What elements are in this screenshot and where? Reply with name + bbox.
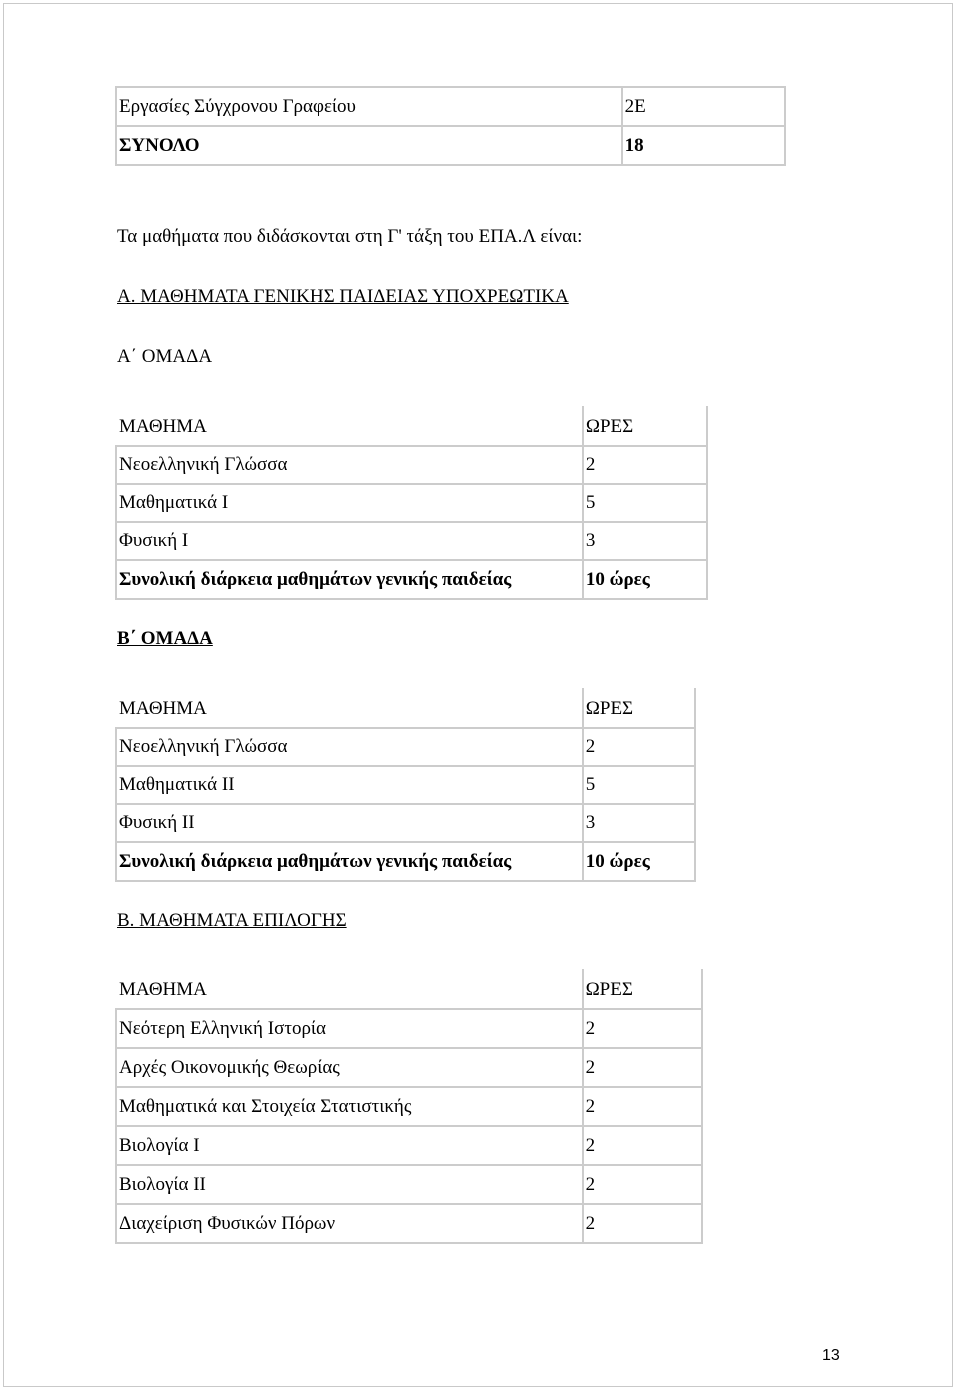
subject-cell: Μαθηματικά και Στοιχεία Στατιστικής — [116, 1087, 583, 1126]
section-b-title: Β. ΜΑΘΗΜΑΤΑ ΕΠΙΛΟΓΗΣ — [117, 910, 347, 931]
hours-cell: 5 — [583, 766, 695, 804]
hours-cell: 5 — [583, 484, 707, 522]
total-hours-cell: 10 ώρες — [583, 560, 707, 599]
subject-cell: Βιολογία ΙΙ — [116, 1165, 583, 1204]
hours-cell: 2 — [583, 1165, 702, 1204]
total-hours-cell: 18 — [622, 126, 785, 165]
table-row — [116, 1204, 702, 1243]
table-row — [116, 728, 695, 766]
hours-header: ΩΡΕΣ — [583, 407, 707, 446]
subject-header: ΜΑΘΗΜΑ — [116, 689, 583, 728]
hours-cell: 2Ε — [622, 87, 785, 126]
subject-cell: Μαθηματικά Ι — [116, 484, 583, 522]
electives-table — [115, 969, 703, 1244]
hours-cell: 2 — [583, 1126, 702, 1165]
hours-cell: 2 — [583, 446, 707, 484]
table-row — [116, 1087, 702, 1126]
group-b-table — [115, 688, 696, 882]
table-row — [116, 1165, 702, 1204]
section-a-title: Α. ΜΑΘΗΜΑΤΑ ΓΕΝΙΚΗΣ ΠΑΙΔΕΙΑΣ ΥΠΟΧΡΕΩΤΙΚΑ — [117, 286, 569, 307]
table-row — [116, 484, 707, 522]
hours-cell: 2 — [583, 1009, 702, 1048]
page-number: 13 — [822, 1347, 840, 1364]
hours-cell: 3 — [583, 522, 707, 560]
table-row — [116, 1048, 702, 1087]
table-header-row — [116, 970, 702, 1009]
group-a-label: Α΄ ΟΜΑΔΑ — [117, 346, 213, 367]
subject-cell: Διαχείριση Φυσικών Πόρων — [116, 1204, 583, 1243]
table-total-row — [116, 560, 707, 599]
group-a-table — [115, 406, 708, 600]
table-row — [116, 766, 695, 804]
hours-cell: 2 — [583, 1087, 702, 1126]
table-header-row — [116, 689, 695, 728]
table-row — [116, 1126, 702, 1165]
top-table — [115, 86, 786, 166]
subject-cell: Αρχές Οικονομικής Θεωρίας — [116, 1048, 583, 1087]
subject-cell: Νεότερη Ελληνική Ιστορία — [116, 1009, 583, 1048]
hours-cell: 2 — [583, 728, 695, 766]
table-row — [116, 87, 785, 126]
subject-header: ΜΑΘΗΜΑ — [116, 407, 583, 446]
total-label-cell: Συνολική διάρκεια μαθημάτων γενικής παιδείας — [116, 560, 583, 599]
table-row — [116, 446, 707, 484]
hours-cell: 2 — [583, 1204, 702, 1243]
subject-cell: Νεοελληνική Γλώσσα — [116, 446, 583, 484]
intro-text: Τα μαθήματα που διδάσκονται στη Γ' τάξη του ΕΠΑ.Λ είναι: — [117, 226, 583, 247]
subject-cell: Βιολογία Ι — [116, 1126, 583, 1165]
table-row — [116, 804, 695, 842]
table-total-row — [116, 842, 695, 881]
table-header-row — [116, 407, 707, 446]
total-label-cell: Συνολική διάρκεια μαθημάτων γενικής παιδείας — [116, 842, 583, 881]
hours-header: ΩΡΕΣ — [583, 970, 702, 1009]
subject-cell: Φυσική ΙΙ — [116, 804, 583, 842]
subject-header: ΜΑΘΗΜΑ — [116, 970, 583, 1009]
hours-cell: 2 — [583, 1048, 702, 1087]
total-hours-cell: 10 ώρες — [583, 842, 695, 881]
table-row — [116, 522, 707, 560]
table-row — [116, 1009, 702, 1048]
subject-cell: Νεοελληνική Γλώσσα — [116, 728, 583, 766]
hours-cell: 3 — [583, 804, 695, 842]
subject-cell: Εργασίες Σύγχρονου Γραφείου — [116, 87, 622, 126]
table-row — [116, 126, 785, 165]
subject-cell: Μαθηματικά ΙΙ — [116, 766, 583, 804]
group-b-label: Β΄ ΟΜΑΔΑ — [117, 628, 213, 649]
subject-cell: Φυσική Ι — [116, 522, 583, 560]
total-label-cell: ΣΥΝΟΛΟ — [116, 126, 622, 165]
hours-header: ΩΡΕΣ — [583, 689, 695, 728]
